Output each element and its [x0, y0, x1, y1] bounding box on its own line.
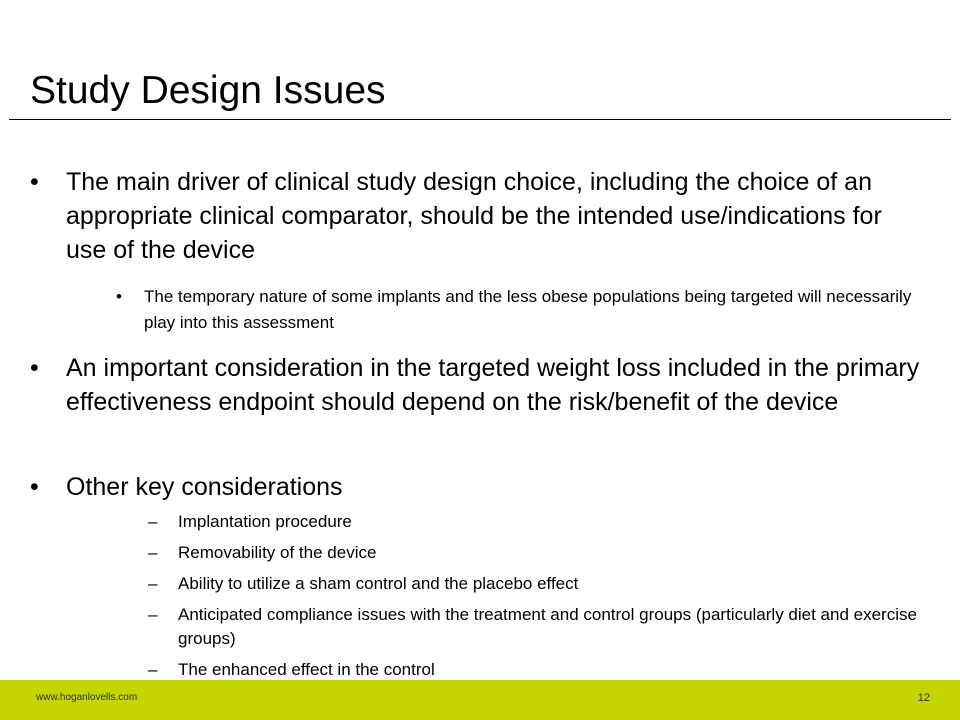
- dash-marker: –: [148, 574, 158, 593]
- dash-text: Ability to utilize a sham control and the placebo effect: [178, 574, 579, 593]
- dash-marker: –: [148, 660, 158, 679]
- bullet-text: Other key considerations: [66, 473, 343, 501]
- bullet-marker: •: [30, 354, 39, 382]
- dash-marker: –: [148, 605, 158, 624]
- dash-text: Implantation procedure: [178, 512, 352, 531]
- bullet-text: An important consideration in the targeted weight loss included in the primary effectiveness endpoint should depend on the risk/benefit of the device: [66, 354, 920, 416]
- bullet-text: The main driver of clinical study design choice, including the choice of an appropriate clinical comparator, should be the intended use/indications for use of the device: [66, 168, 882, 264]
- sub-bullet-text: The temporary nature of some implants and the less obese populations being targeted will necessarily play into this assessment: [144, 287, 912, 332]
- dash-text: Anticipated compliance issues with the treatment and control groups (particularly diet and exercise groups): [178, 605, 917, 648]
- dash-marker: –: [148, 512, 158, 531]
- dash-text: Removability of the device: [178, 543, 377, 562]
- footer-url: www.hoganlovells.com: [36, 692, 138, 703]
- page-number: 12: [917, 692, 930, 704]
- dash-text: The enhanced effect in the control: [178, 660, 435, 679]
- sub-bullet-marker: •: [116, 287, 122, 306]
- footer-bar: [0, 680, 960, 720]
- bullet-marker: •: [30, 168, 39, 196]
- slide-title: Study Design Issues: [30, 69, 386, 112]
- bullet-marker: •: [30, 473, 39, 501]
- dash-marker: –: [148, 543, 158, 562]
